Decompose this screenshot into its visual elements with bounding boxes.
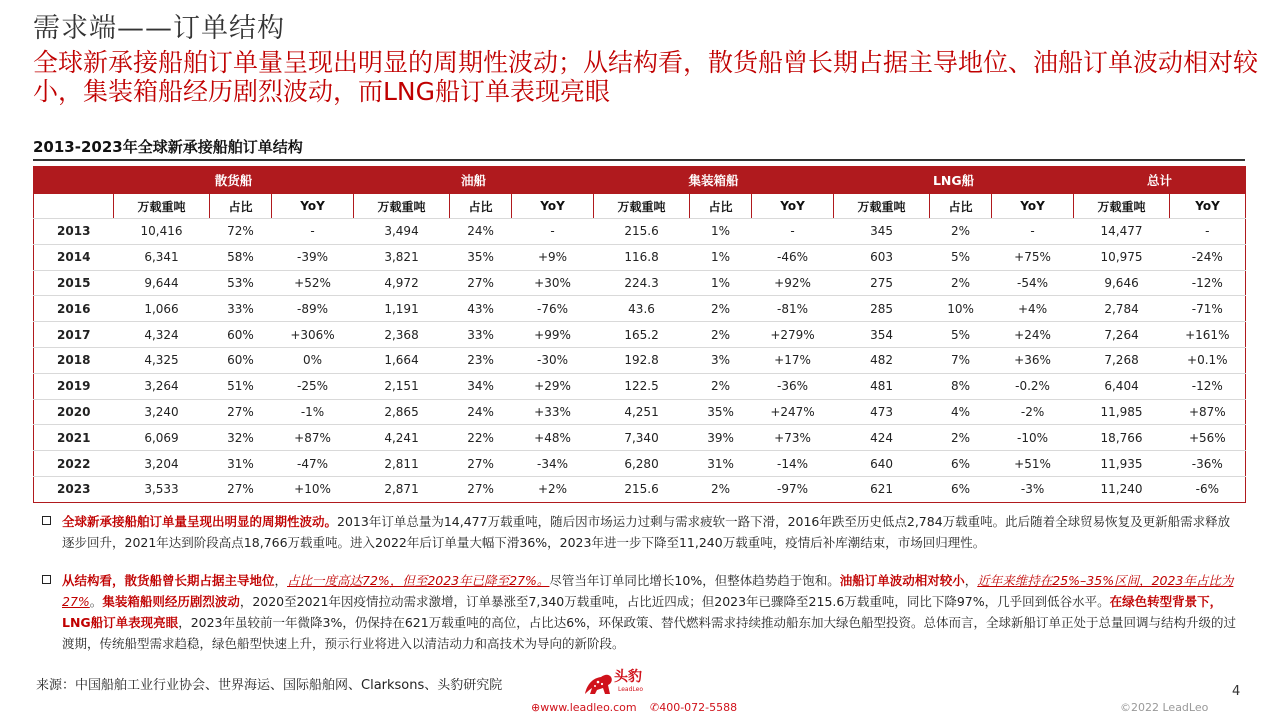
cell-container-yoy: -46% [752,244,834,270]
bullet-cycle [42,511,1237,553]
cell-bulk-volume: 4,325 [114,347,210,373]
page-number: 4 [1232,684,1241,699]
cell-bulk-share: 60% [210,347,272,373]
sub-header-share: 占比 [450,194,512,219]
group-header-blank [34,167,114,194]
cell-lng-volume: 482 [834,347,930,373]
cell-total-yoy: -12% [1170,373,1246,399]
website-text: www.leadleo.com [540,701,637,714]
cell-bulk-yoy: - [272,219,354,245]
cell-lng-volume: 473 [834,399,930,425]
table-row [34,347,1246,373]
sub-header-share: 占比 [210,194,272,219]
table-row [34,425,1246,451]
sub-header-yoy: YoY [512,194,594,219]
cell-lng-share: 2% [930,219,992,245]
cell-container-volume: 4,251 [594,399,690,425]
cell-total-volume: 11,985 [1074,399,1170,425]
table-row [34,270,1246,296]
bullet-cycle-body: 2013年订单总量为14,477万载重吨，随后因市场运力过剩与需求疲软一路下滑，2016年跌至历史低点2,784万载重吨。此后随着全球贸易恢复及更新船需求释放逐步回升，2021年达到阶段高点18,766万载重吨。进入2022年后订单量大幅下滑36%，2023年进一步下降至11,240万载重吨，疫情后补库潮结束，市场回归理性。 [62,514,1231,550]
table-row [34,476,1246,502]
cell-bulk-volume: 9,644 [114,270,210,296]
cell-lng-volume: 621 [834,476,930,502]
cell-bulk-share: 72% [210,219,272,245]
table-title-rule [33,159,1245,161]
cell-bulk-share: 33% [210,296,272,322]
text-run: ，2023年虽较前一年微降3%，仍保持在621万载重吨的高位，占比达6%，环保政策、替代燃料需求持续推动船东加大绿色船型投资。总体而言，全球新船订单正处于总量回调与结构升级的过渡期，传统船型需求趋稳，绿色船型快速上升，预示行业将进入以清洁动力和高技术为导向的新阶段。 [62,615,1237,651]
cell-total-volume: 11,240 [1074,476,1170,502]
bullet-cycle-text [62,511,1237,553]
cell-bulk-yoy: +306% [272,322,354,348]
cell-bulk-volume: 6,069 [114,425,210,451]
group-header-container: 集装箱船 [594,167,834,194]
bulk-lead: 从结构看，散货船曾长期占据主导地位 [62,573,275,588]
cell-lng-yoy: - [992,219,1074,245]
cell-year: 2020 [34,399,114,425]
group-header-oil: 油船 [354,167,594,194]
cell-oil-share: 33% [450,322,512,348]
cell-bulk-share: 31% [210,451,272,477]
cell-oil-share: 24% [450,399,512,425]
cell-total-volume: 14,477 [1074,219,1170,245]
cell-bulk-volume: 1,066 [114,296,210,322]
cell-lng-yoy: -54% [992,270,1074,296]
order-structure-table [33,166,1246,503]
cell-lng-share: 6% [930,476,992,502]
logo-text: 头豹 [614,669,642,685]
cell-total-yoy: +0.1% [1170,347,1246,373]
cell-total-volume: 7,264 [1074,322,1170,348]
phone-icon: ✆ [650,701,660,714]
cell-year: 2013 [34,219,114,245]
cell-oil-yoy: +33% [512,399,594,425]
cell-total-yoy: +161% [1170,322,1246,348]
bulk-share-note: 占比一度高达72%，但至2023年已降至27%。 [287,573,550,588]
cell-oil-share: 34% [450,373,512,399]
cell-oil-yoy: +29% [512,373,594,399]
oil-lead: 油船订单波动相对较小 [839,573,965,588]
cell-total-volume: 11,935 [1074,451,1170,477]
cell-bulk-share: 53% [210,270,272,296]
cell-container-share: 2% [690,296,752,322]
cell-container-share: 1% [690,270,752,296]
cell-container-volume: 192.8 [594,347,690,373]
cell-lng-share: 8% [930,373,992,399]
cell-oil-volume: 2,811 [354,451,450,477]
copyright: ©2022 LeadLeo [1120,701,1209,714]
table-body [34,219,1246,503]
cell-total-yoy: -24% [1170,244,1246,270]
cell-container-share: 35% [690,399,752,425]
cell-container-volume: 224.3 [594,270,690,296]
table-row [34,373,1246,399]
cell-oil-volume: 1,191 [354,296,450,322]
cell-container-share: 39% [690,425,752,451]
text-run: 。 [89,594,103,609]
cell-oil-volume: 2,871 [354,476,450,502]
cell-lng-volume: 424 [834,425,930,451]
sub-header-share: 占比 [930,194,992,219]
cell-bulk-volume: 3,533 [114,476,210,502]
cell-lng-volume: 285 [834,296,930,322]
sub-header-volume: 万载重吨 [354,194,450,219]
cell-container-yoy: +73% [752,425,834,451]
cell-bulk-yoy: 0% [272,347,354,373]
cell-oil-yoy: +9% [512,244,594,270]
cell-lng-share: 10% [930,296,992,322]
text-run: 尽管当年订单同比增长10%，但整体趋势趋于饱和。 [549,573,840,588]
cell-lng-yoy: -10% [992,425,1074,451]
cell-oil-yoy: - [512,219,594,245]
cell-bulk-yoy: +52% [272,270,354,296]
table-row [34,219,1246,245]
cell-lng-volume: 345 [834,219,930,245]
cell-year: 2018 [34,347,114,373]
cell-oil-volume: 1,664 [354,347,450,373]
cell-oil-share: 27% [450,270,512,296]
cell-bulk-share: 58% [210,244,272,270]
oil-share-note: 近年来维持在25%–35%区间，2023年占比为27% [62,573,1234,609]
cell-bulk-share: 60% [210,322,272,348]
cell-container-volume: 7,340 [594,425,690,451]
group-header-total: 总计 [1074,167,1246,194]
cell-oil-share: 27% [450,451,512,477]
cell-bulk-yoy: -39% [272,244,354,270]
cell-bulk-yoy: -47% [272,451,354,477]
logo-subtext: LeadLeo [618,686,644,693]
cell-bulk-volume: 3,240 [114,399,210,425]
cell-total-volume: 6,404 [1074,373,1170,399]
page-subtitle: 全球新承接船舶订单量呈现出明显的周期性波动；从结构看，散货船曾长期占据主导地位、油船订单波动相对较小，集装箱船经历剧烈波动，而LNG船订单表现亮眼 [33,48,1259,106]
cell-bulk-volume: 4,324 [114,322,210,348]
cell-lng-share: 5% [930,244,992,270]
cell-container-volume: 43.6 [594,296,690,322]
cell-year: 2017 [34,322,114,348]
cell-bulk-volume: 3,204 [114,451,210,477]
table-row [34,244,1246,270]
sub-header-share: 占比 [690,194,752,219]
sub-header-volume: 万载重吨 [114,194,210,219]
cell-total-yoy: +87% [1170,399,1246,425]
group-header-bulk: 散货船 [114,167,354,194]
cell-total-yoy: - [1170,219,1246,245]
cell-oil-share: 22% [450,425,512,451]
cell-bulk-yoy: -25% [272,373,354,399]
table-row [34,399,1246,425]
cell-lng-share: 5% [930,322,992,348]
cell-year: 2019 [34,373,114,399]
cell-container-share: 1% [690,244,752,270]
cell-container-yoy: - [752,219,834,245]
sub-header-yoy: YoY [272,194,354,219]
cell-lng-volume: 481 [834,373,930,399]
cell-container-yoy: +92% [752,270,834,296]
cell-total-yoy: -36% [1170,451,1246,477]
cell-lng-yoy: -0.2% [992,373,1074,399]
sub-header-volume: 万载重吨 [834,194,930,219]
cell-lng-volume: 275 [834,270,930,296]
cell-total-yoy: -71% [1170,296,1246,322]
cell-oil-share: 43% [450,296,512,322]
cell-bulk-share: 51% [210,373,272,399]
cell-oil-yoy: +48% [512,425,594,451]
footer-phone[interactable] [650,701,737,714]
cell-oil-yoy: +2% [512,476,594,502]
sub-header-volume: 万载重吨 [1074,194,1170,219]
text-run: ， [964,573,978,588]
cell-oil-volume: 3,494 [354,219,450,245]
cell-total-volume: 7,268 [1074,347,1170,373]
cell-lng-yoy: +4% [992,296,1074,322]
cell-bulk-volume: 3,264 [114,373,210,399]
cell-lng-yoy: +24% [992,322,1074,348]
cell-oil-share: 23% [450,347,512,373]
cell-lng-yoy: -3% [992,476,1074,502]
cell-container-share: 1% [690,219,752,245]
bullet-structure-text [62,570,1237,654]
cell-total-yoy: -6% [1170,476,1246,502]
cell-total-volume: 9,646 [1074,270,1170,296]
table-row [34,322,1246,348]
page-title: 需求端——订单结构 [33,13,285,44]
cell-lng-share: 2% [930,425,992,451]
cell-container-volume: 116.8 [594,244,690,270]
cell-container-share: 3% [690,347,752,373]
cell-lng-share: 4% [930,399,992,425]
cell-year: 2022 [34,451,114,477]
checkbox-bullet-icon [42,516,51,525]
cell-container-volume: 215.6 [594,219,690,245]
cell-lng-yoy: +36% [992,347,1074,373]
table-row [34,451,1246,477]
cell-bulk-share: 27% [210,399,272,425]
cell-bulk-share: 32% [210,425,272,451]
group-header-row [34,167,1246,194]
cell-lng-yoy: +75% [992,244,1074,270]
cell-oil-volume: 4,241 [354,425,450,451]
cell-oil-volume: 2,151 [354,373,450,399]
cell-total-yoy: +56% [1170,425,1246,451]
cell-container-volume: 6,280 [594,451,690,477]
bullet-structure [42,570,1237,654]
sub-header-blank [34,194,114,219]
cell-oil-volume: 2,865 [354,399,450,425]
cell-container-volume: 165.2 [594,322,690,348]
cell-bulk-share: 27% [210,476,272,502]
cell-oil-yoy: -76% [512,296,594,322]
cell-bulk-volume: 6,341 [114,244,210,270]
cell-year: 2023 [34,476,114,502]
group-header-lng: LNG船 [834,167,1074,194]
globe-icon: ⊕ [531,701,541,714]
cell-bulk-yoy: +10% [272,476,354,502]
cell-oil-share: 35% [450,244,512,270]
cell-bulk-volume: 10,416 [114,219,210,245]
cell-oil-yoy: -30% [512,347,594,373]
sub-header-yoy: YoY [992,194,1074,219]
cell-lng-volume: 603 [834,244,930,270]
cell-lng-volume: 354 [834,322,930,348]
cell-container-yoy: +247% [752,399,834,425]
table-title: 2013-2023年全球新承接船舶订单结构 [33,138,303,156]
cell-lng-yoy: +51% [992,451,1074,477]
cell-year: 2015 [34,270,114,296]
cell-oil-yoy: +30% [512,270,594,296]
table-row [34,296,1246,322]
cell-lng-share: 7% [930,347,992,373]
cell-year: 2014 [34,244,114,270]
cell-oil-yoy: +99% [512,322,594,348]
cell-container-share: 2% [690,476,752,502]
cell-total-volume: 18,766 [1074,425,1170,451]
cell-bulk-yoy: +87% [272,425,354,451]
cell-lng-yoy: -2% [992,399,1074,425]
cell-lng-share: 6% [930,451,992,477]
text-run: ， [274,573,288,588]
cell-bulk-yoy: -89% [272,296,354,322]
cell-oil-volume: 2,368 [354,322,450,348]
cell-oil-share: 27% [450,476,512,502]
lng-lead: 在绿色转型背景下，LNG船订单表现亮眼 [62,594,1223,630]
cell-total-yoy: -12% [1170,270,1246,296]
cell-container-yoy: -36% [752,373,834,399]
sub-header-row [34,194,1246,219]
cell-oil-share: 24% [450,219,512,245]
cell-bulk-yoy: -1% [272,399,354,425]
sub-header-yoy: YoY [1170,194,1246,219]
cell-oil-volume: 4,972 [354,270,450,296]
cell-container-yoy: -14% [752,451,834,477]
cell-container-volume: 215.6 [594,476,690,502]
sub-header-volume: 万载重吨 [594,194,690,219]
sub-header-yoy: YoY [752,194,834,219]
cell-total-volume: 10,975 [1074,244,1170,270]
source-note: 来源：中国船舶工业行业协会、世界海运、国际船舶网、Clarksons、头豹研究院 [36,678,503,693]
footer-website[interactable] [531,701,637,714]
cell-year: 2021 [34,425,114,451]
phone-text: 400-072-5588 [659,701,738,714]
container-lead: 集装箱船则经历剧烈波动 [102,594,240,609]
cell-container-share: 31% [690,451,752,477]
cell-container-yoy: +17% [752,347,834,373]
cell-oil-volume: 3,821 [354,244,450,270]
text-run: ，2020至2021年因疫情拉动需求激增，订单暴涨至7,340万载重吨，占比近四成；但2023年已骤降至215.6万载重吨，同比下降97%，几乎回到低谷水平。 [239,594,1110,609]
cell-lng-volume: 640 [834,451,930,477]
cell-container-share: 2% [690,373,752,399]
cell-container-volume: 122.5 [594,373,690,399]
cell-container-yoy: +279% [752,322,834,348]
cell-year: 2016 [34,296,114,322]
checkbox-bullet-icon [42,575,51,584]
cell-oil-yoy: -34% [512,451,594,477]
bullet-cycle-lead: 全球新承接船舶订单量呈现出明显的周期性波动。 [62,514,338,529]
cell-total-volume: 2,784 [1074,296,1170,322]
cell-lng-share: 2% [930,270,992,296]
cell-container-yoy: -81% [752,296,834,322]
cell-container-yoy: -97% [752,476,834,502]
cell-container-share: 2% [690,322,752,348]
